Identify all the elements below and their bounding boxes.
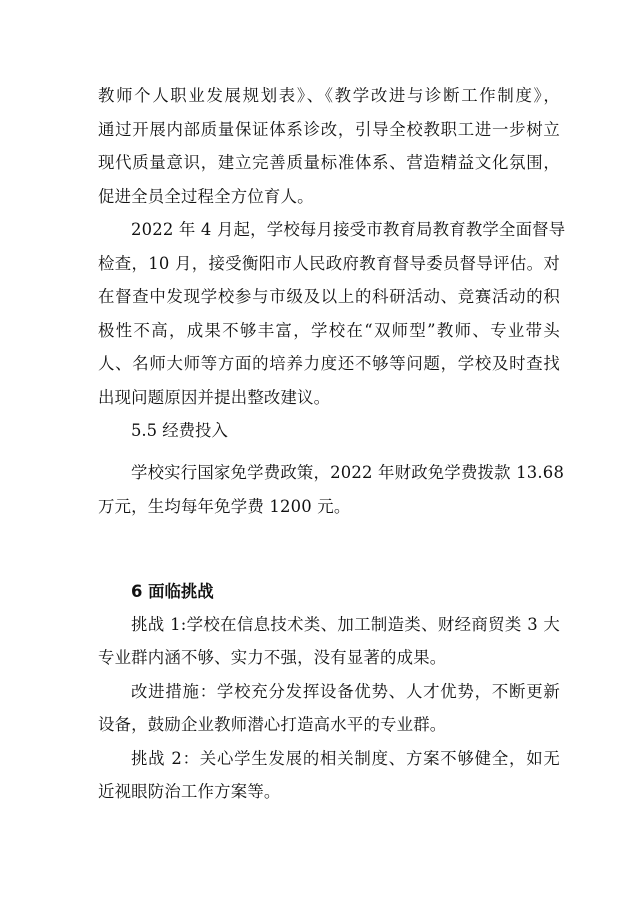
paragraph-3-line-2: 万元，生均每年免学费 1200 元。 xyxy=(98,497,351,516)
section-6-heading: 6 面临挑战 xyxy=(131,582,214,601)
paragraph-2-line-6: 出现问题原因并提出整改建议。 xyxy=(98,388,331,407)
paragraph-3-line-1: 学校实行国家免学费政策，2022 年财政免学费拨款 13.68 xyxy=(131,463,565,482)
paragraph-5-line-1: 改进措施：学校充分发挥设备优势、人才优势，不断更新 xyxy=(131,682,560,701)
paragraph-2-line-3: 在督查中发现学校参与市级及以上的科研活动、竞赛活动的积 xyxy=(98,287,560,306)
section-5-5-heading: 5.5 经费投入 xyxy=(131,421,228,440)
paragraph-5-line-2: 设备，鼓励企业教师潜心打造高水平的专业群。 xyxy=(98,715,447,734)
paragraph-4-line-1: 挑战 1:学校在信息技术类、加工制造类、财经商贸类 3 大 xyxy=(131,615,560,634)
paragraph-4-line-2: 专业群内涵不够、实力不强，没有显著的成果。 xyxy=(98,648,447,667)
paragraph-1-line-4: 促进全员全过程全方位育人。 xyxy=(98,187,314,206)
paragraph-2-line-4: 极性不高，成果不够丰富，学校在“双师型”教师、专业带头 xyxy=(98,321,560,340)
paragraph-1-line-1: 教师个人职业发展规划表》、《教学改进与诊断工作制度》， xyxy=(98,86,560,105)
paragraph-2-line-5: 人、名师大师等方面的培养力度还不够等问题，学校及时查找 xyxy=(98,354,560,373)
paragraph-2-line-1: 2022 年 4 月起，学校每月接受市教育局教育教学全面督导 xyxy=(131,220,566,239)
paragraph-2-line-2: 检查，10 月，接受衡阳市人民政府教育督导委员督导评估。对 xyxy=(98,254,560,273)
paragraph-6-line-1: 挑战 2：关心学生发展的相关制度、方案不够健全，如无 xyxy=(131,749,560,768)
paragraph-6-line-2: 近视眼防治工作方案等。 xyxy=(98,782,281,801)
paragraph-1-line-2: 通过开展内部质量保证体系诊改，引导全校教职工进一步树立 xyxy=(98,120,560,139)
paragraph-1-line-3: 现代质量意识，建立完善质量标准体系、营造精益文化氛围， xyxy=(98,153,560,172)
